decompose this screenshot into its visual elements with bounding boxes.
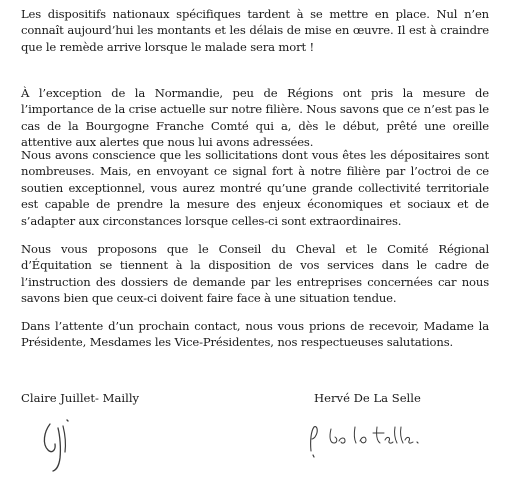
letter-paragraph-5: Dans l’attente d’un prochain contact, nous vous prions de recevoir, Madame la Présidente, Mesdames les Vice-Présidentes, nos respectueuses salutations. bbox=[21, 319, 489, 350]
handwritten-signature-right bbox=[305, 421, 425, 461]
letter-paragraph-4: Nous vous proposons que le Conseil du Cheval et le Comité Régional d’Équitation se tiennent à la disposition de vos services dans le cadre de l’instruction des dossiers de demande par les entreprises concernées car nous savons bien que ceux-ci doivent faire face à une situation tendue. bbox=[21, 242, 489, 306]
handwritten-signature-left bbox=[36, 414, 86, 474]
letter-paragraph-1: Les dispositifs nationaux spécifiques tardent à se mettre en place. Nul n’en connaît aujourd’hui les montants et les délais de mise en œuvre. Il est à craindre que le remède arrive lorsque le malade sera mort ! bbox=[21, 7, 489, 54]
letter-paragraph-2: À l’exception de la Normandie, peu de Régions ont pris la mesure de l’importance de la crise actuelle sur notre filière. Nous savons que ce n’est pas le cas de la Bourgogne Franche Comté qui a, dès le début, prêté une oreille attentive aux alertes que nous lui avons adressées. bbox=[21, 86, 489, 150]
signatory-name-right: Hervé De La Selle bbox=[314, 391, 421, 405]
letter-paragraph-3: Nous avons conscience que les sollicitations dont vous êtes les dépositaires sont nombreuses. Mais, en envoyant ce signal fort à notre filière par l’octroi de ce soutien exceptionnel, vous aurez montré qu’une grande collectivité territoriale est capable de prendre la mesure des enjeux économiques et sociaux et de s’adapter aux circonstances lorsque celles-ci sont extraordinaires. bbox=[21, 148, 489, 228]
signatory-name-left: Claire Juillet- Mailly bbox=[21, 391, 140, 405]
